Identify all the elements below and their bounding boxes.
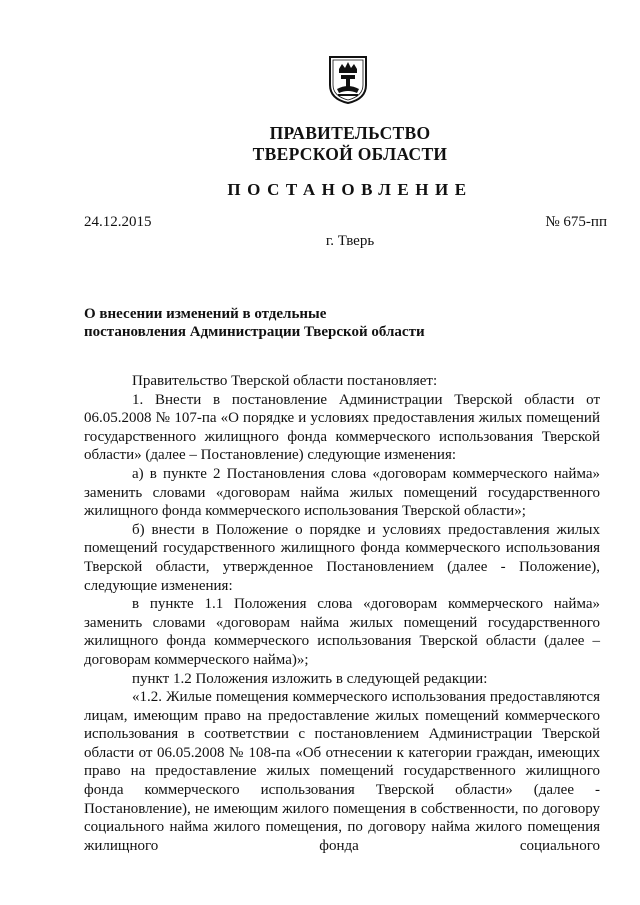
- paragraph-a: а) в пункте 2 Постановления слова «договорам коммерческого найма» заменить словами «договорам найма жилых помещений государственного жилищного фонда коммерческого использования Тверской области»;: [84, 465, 600, 520]
- document-date: 24.12.2015: [84, 214, 152, 230]
- org-name-line1: ПРАВИТЕЛЬСТВО: [269, 123, 431, 143]
- coat-of-arms-icon: [328, 55, 368, 105]
- subject-line1: О внесении изменений в отдельные: [84, 306, 327, 322]
- org-name-line2: ТВЕРСКОЙ ОБЛАСТИ: [252, 144, 448, 164]
- document-subject: [84, 305, 504, 341]
- paragraph-b: б) внести в Положение о порядке и условиях предоставления жилых помещений государственного жилищного фонда коммерческого использования Тверской области, утвержденное Постановлением (далее - Положение), следующие изменения:: [84, 521, 600, 594]
- paragraph-1-2-intro: пункт 1.2 Положения изложить в следующей редакции:: [132, 670, 488, 687]
- document-type: ПОСТАНОВЛЕНИЕ: [227, 180, 473, 199]
- document-city: г. Тверь: [325, 233, 375, 249]
- subject-line2: постановления Администрации Тверской области: [84, 324, 425, 340]
- paragraph-1-1: в пункте 1.1 Положения слова «договорам коммерческого найма» заменить словами «договорам найма жилых помещений государственного жилищного фонда коммерческого использования Тверской области (далее – договорам коммерческого найма)»;: [84, 596, 600, 668]
- document-body: [84, 372, 600, 855]
- paragraph-intro: Правительство Тверской области постановляет:: [132, 373, 438, 389]
- paragraph-1: 1. Внести в постановление Администрации Тверской области от 06.05.2008 № 107-па «О порядке и условиях предоставления жилых помещений государственного жилищного фонда коммерческого использования Тверской области» (далее – Постановление) следующие изменения:: [84, 391, 600, 464]
- paragraph-1-2-text: «1.2. Жилые помещения коммерческого использования предоставляются лицам, имеющим право на предоставление жилых помещений коммерческого использования в соответствии с постановлением Администрации Тверской области от 06.05.2008 № 108-па «Об отнесении к категории граждан, имеющих право на предоставление жилых помещений государственного жилищного фонда коммерческого использования Тверской области» (далее - Постановление), не имеющим жилого помещения в собственности, по договору социального найма жилого помещения, по договору найма жилого помещения жилищного фонда социального: [84, 689, 600, 854]
- document-number: № 675-пп: [545, 214, 607, 230]
